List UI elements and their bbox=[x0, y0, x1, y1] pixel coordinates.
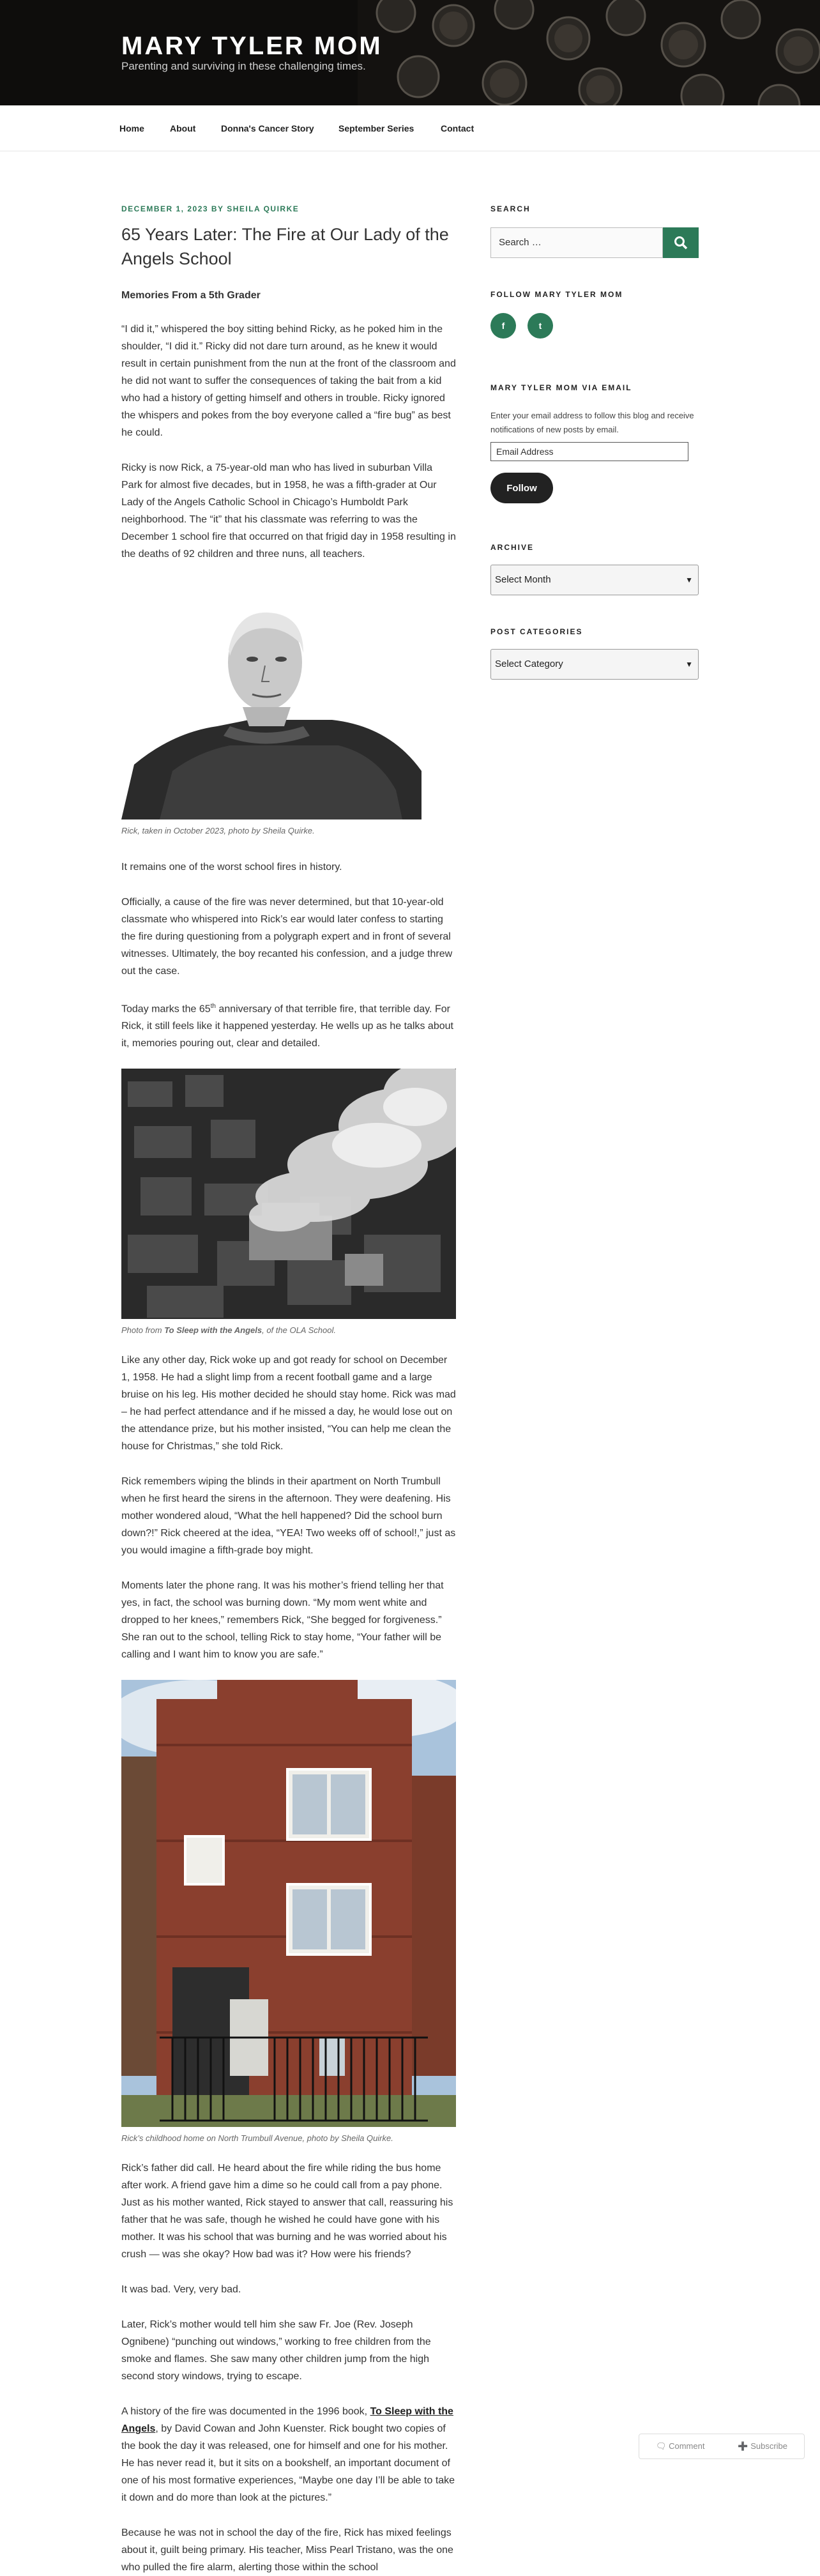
nav-donnas-cancer-story[interactable]: Donna's Cancer Story bbox=[221, 123, 314, 133]
email-widget-title: MARY TYLER MOM VIA EMAIL bbox=[490, 383, 632, 392]
social-links bbox=[490, 313, 699, 339]
comment-label: Comment bbox=[669, 2441, 705, 2451]
photo-caption-aerial bbox=[121, 1325, 456, 1335]
p5-after: anniversary of that terrible fire, that terrible day. For Rick, it still feels like it happened yesterday. He wells up as he talks about it, memories pouring out, clear and detailed. bbox=[121, 1003, 453, 1049]
facebook-icon[interactable]: f bbox=[490, 313, 516, 339]
caption2-pre: Photo from bbox=[121, 1325, 165, 1336]
paragraph-11: Later, Rick’s mother would tell him she saw Fr. Joe (Rev. Joseph Ognibene) “punching out windows,” working to free children from the smoke and flames. She saw many other children jump from the high second story windows, trying to escape. bbox=[121, 2319, 431, 2382]
post-title: 65 Years Later: The Fire at Our Lady of the Angels School bbox=[121, 225, 449, 268]
follow-widget-title: FOLLOW MARY TYLER MOM bbox=[490, 290, 623, 299]
post-by: BY bbox=[211, 204, 224, 213]
childhood-home-photo bbox=[121, 1680, 456, 2127]
post-article bbox=[121, 204, 456, 2576]
action-bar bbox=[639, 2434, 805, 2459]
subscribe-label: Subscribe bbox=[750, 2441, 788, 2451]
sidebar bbox=[490, 204, 699, 680]
paragraph-1: “I did it,” whispered the boy sitting behind Ricky, as he poked him in the shoulder, “I did it.” Ricky did not dare turn around, as he knew it would result in certain punishment from the nun at the front of the classroom and he did not want to suffer the consequences of taking the bait from a kid who had a history of getting himself and others in trouble. Ricky ignored the whispers and pokes from the boy everyone called a “fire bug” as best he could. bbox=[121, 324, 456, 438]
comment-button[interactable]: 🗨 Comment bbox=[655, 2441, 705, 2451]
search-widget-title: SEARCH bbox=[490, 204, 531, 213]
subscribe-button[interactable]: ➕ Subscribe bbox=[738, 2441, 788, 2451]
twitter-icon[interactable]: t bbox=[528, 313, 553, 339]
nav-september-series[interactable]: September Series bbox=[338, 123, 414, 133]
search-button[interactable] bbox=[663, 227, 699, 258]
paragraph-9: Rick’s father did call. He heard about the fire while riding the bus home after work. A friend gave him a dime so he could call from a pay phone. Just as his mother wanted, Rick stayed to answer that call, reassuring his father that he was safe, though he wished he could have gone with his mother. It was his school that was burning and he was worried about his crush — was she okay? How bad was it? How were his friends? bbox=[121, 2163, 453, 2260]
aerial-fire-photo bbox=[121, 1069, 456, 1319]
nav-about[interactable]: About bbox=[170, 123, 196, 133]
book-link[interactable]: To Sleep with the Angels bbox=[121, 2406, 453, 2435]
paragraph-13: Because he was not in school the day of the fire, Rick has mixed feelings about it, guilt being primary. His teacher, Miss Pearl Tristano, was the one who pulled the fire alarm, alerting those within the school bbox=[121, 2527, 453, 2573]
categories-select-value: Select Category bbox=[495, 659, 563, 669]
chevron-down-icon: ▼ bbox=[685, 575, 693, 584]
archive-select[interactable] bbox=[490, 565, 699, 595]
paragraph-4: Officially, a cause of the fire was never determined, but that 10-year-old classmate who whispered into Rick’s ear would later confess to starting the fire during questioning from a polygraph expert and in front of several witnesses. Ultimately, the boy recanted his confession, and a judge threw out the case. bbox=[121, 897, 453, 977]
categories-select[interactable] bbox=[490, 649, 699, 680]
p5-sup: th bbox=[210, 1003, 216, 1010]
paragraph-10: It was bad. Very, very bad. bbox=[121, 2284, 241, 2296]
rick-portrait-photo bbox=[121, 605, 456, 819]
archive-select-value: Select Month bbox=[495, 574, 551, 585]
main-navigation bbox=[0, 105, 820, 151]
paragraph-6: Like any other day, Rick woke up and got ready for school on December 1, 1958. He had a slight limp from a recent football game and a large bruise on his leg. His mother decided he should stay home. Rick was mad – he had perfect attendance and if he missed a day, he would lose out on the attendance prize, but his mother insisted, “You can help me clean the house for Christmas,” she told Rick. bbox=[121, 1355, 456, 1452]
post-author[interactable]: SHEILA QUIRKE bbox=[227, 204, 300, 213]
paragraph-5 bbox=[121, 998, 456, 1052]
search-form bbox=[490, 227, 699, 258]
paragraph-2: Ricky is now Rick, a 75-year-old man who has lived in suburban Villa Park for almost five decades, but in 1958, he was a fifth-grader at Our Lady of the Angels Catholic School in Chicago’s Humboldt Park neighborhood. The “it” that his classmate was referring to was the December 1 school fire that occurred on that frigid day in 1958 resulting in the deaths of 92 children and three nuns, all teachers. bbox=[121, 462, 456, 560]
caption2-post: , of the OLA School. bbox=[262, 1325, 336, 1336]
site-description: Parenting and surviving in these challenging times. bbox=[121, 60, 366, 72]
paragraph-3: It remains one of the worst school fires in history. bbox=[121, 862, 342, 873]
post-subhead: Memories From a 5th Grader bbox=[121, 290, 261, 301]
categories-widget-title: POST CATEGORIES bbox=[490, 627, 583, 636]
photo-caption-home: Rick’s childhood home on North Trumbull Avenue, photo by Sheila Quirke. bbox=[121, 2133, 393, 2144]
follow-button[interactable]: Follow bbox=[490, 473, 553, 503]
nav-contact[interactable]: Contact bbox=[441, 123, 475, 133]
archive-widget-title: ARCHIVE bbox=[490, 543, 535, 552]
email-description: Enter your email address to follow this blog and receive notifications of new posts by email. bbox=[490, 411, 694, 434]
site-header bbox=[0, 0, 820, 105]
photo-caption-rick: Rick, taken in October 2023, photo by Sheila Quirke. bbox=[121, 826, 315, 835]
nav-home[interactable]: Home bbox=[119, 123, 144, 133]
paragraph-8: Moments later the phone rang. It was his mother’s friend telling her that yes, in fact, the school was burning down. “My mom went white and dropped to her knees,” remembers Rick, “She begged for forgiveness.” She ran out to the school, telling Rick to stay home, “Your father will be calling and I want him to know you are safe.” bbox=[121, 1580, 444, 1661]
p5-before: Today marks the 65 bbox=[121, 1003, 211, 1015]
email-field[interactable]: Email Address bbox=[490, 442, 688, 461]
typewriter-keys-image bbox=[358, 0, 820, 105]
post-meta bbox=[121, 204, 456, 213]
post-date[interactable]: DECEMBER 1, 2023 bbox=[121, 204, 209, 213]
paragraph-12 bbox=[121, 2403, 456, 2506]
p12-pre: A history of the fire was documented in the 1996 book, bbox=[121, 2406, 370, 2418]
search-input[interactable]: Search … bbox=[490, 227, 663, 258]
paragraph-7: Rick remembers wiping the blinds in their apartment on North Trumbull when he first heard the sirens in the afternoon. They were deafening. His mother wondered aloud, “What the hell happened? Did the school burn down?!” Rick cheered at the idea, “YEA! Two weeks off of school!,” just as you would imagine a fifth-grade boy might. bbox=[121, 1476, 456, 1557]
site-title[interactable]: MARY TYLER MOM bbox=[121, 32, 383, 60]
search-icon bbox=[674, 236, 688, 250]
chevron-down-icon: ▼ bbox=[685, 660, 693, 669]
caption2-book: To Sleep with the Angels bbox=[164, 1325, 262, 1336]
p12-post: , by David Cowan and John Kuenster. Rick bought two copies of the book the day it was released, one for himself and one for his mother. He has never read it, but it sits on a bookshelf, an important document of one of his most formative experiences, “Maybe one day I’ll be able to take it down and do more than look at the pictures.” bbox=[121, 2423, 455, 2504]
